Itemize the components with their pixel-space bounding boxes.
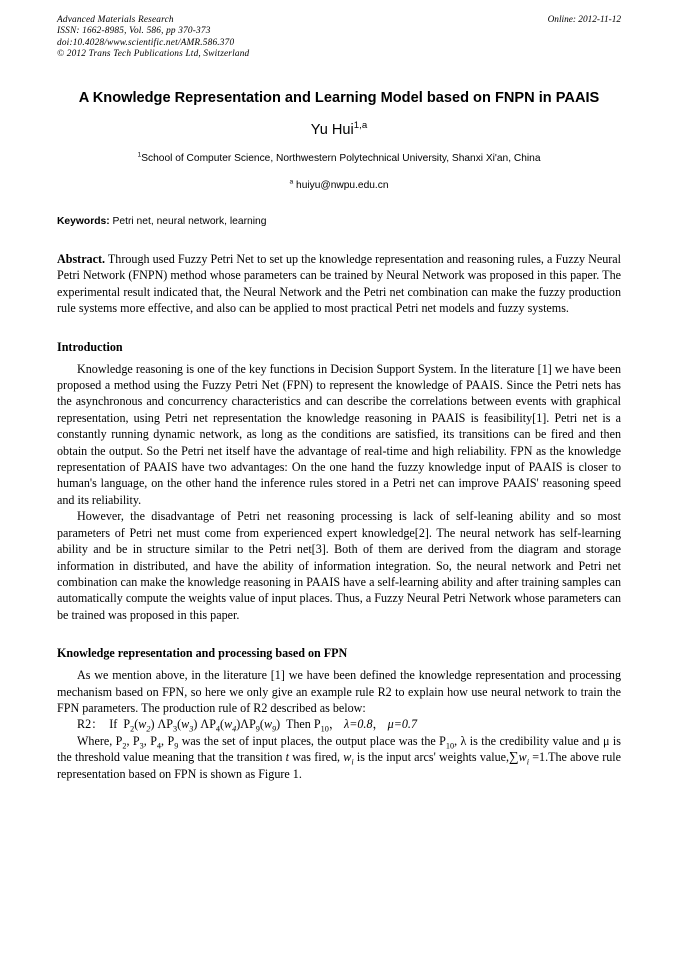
where-sep-3: , P bbox=[161, 733, 175, 748]
place-subscript: 4 bbox=[215, 724, 221, 734]
journal-name: Advanced Materials Research bbox=[57, 15, 174, 25]
author-email bbox=[57, 179, 621, 193]
rule-conjunction-2: Λ bbox=[200, 717, 210, 732]
transition-symbol: t bbox=[285, 750, 289, 765]
where-text-2: , λ is the credibility value and μ is the threshold value meaning that the transition bbox=[57, 733, 621, 765]
author-name bbox=[57, 121, 621, 139]
author-name-superscript: 1,a bbox=[353, 120, 368, 132]
fpn-paragraph-1: As we mention above, in the literature [1] we have been defined the knowledge representation and processing mechanism based on FPN, so here we only give an example rule R2 to explain how use neural network to train the FPN parameters. The production rule of R2 described as below: bbox=[57, 668, 621, 715]
place-symbol: P bbox=[166, 717, 174, 732]
production-rule-r2 bbox=[57, 716, 621, 732]
weight-symbol: w bbox=[343, 750, 352, 765]
author-affiliation bbox=[57, 152, 621, 166]
abstract-text: Through used Fuzzy Petri Net to set up the knowledge representation and reasoning rules, a Fuzzy Neural Petri Network (FNPN) method whose parameters can be trained by Neural Network was proposed in this paper. The experimental result indicated that, the Neural Network and the Petri net combination can make the fuzzy production rule systems more effective, and also can be applied to most practical Petri net models and fuzzy systems. bbox=[57, 252, 621, 316]
place-subscript: 10 bbox=[445, 741, 455, 751]
weight-subscript: i bbox=[351, 757, 354, 767]
rule-label: R2： bbox=[77, 717, 104, 732]
weight-symbol: w bbox=[224, 717, 233, 732]
weight-symbol: w bbox=[263, 717, 273, 732]
email-text: huiyu@nwpu.edu.cn bbox=[293, 180, 389, 191]
weight-subscript: i bbox=[526, 757, 530, 767]
email-superscript: a bbox=[289, 178, 294, 186]
where-sep-2: , P bbox=[143, 733, 157, 748]
title-line-1: A Knowledge Representation and Learning Model based on FNPN in bbox=[78, 90, 552, 106]
abstract-label: Abstract. bbox=[57, 252, 106, 266]
place-symbol: P bbox=[209, 717, 216, 732]
section-heading-introduction: Introduction bbox=[57, 339, 123, 354]
journal-issn: ISSN: 1662-8985, Vol. 586, pp 370-373 bbox=[57, 26, 211, 37]
rule-lambda-value: λ=0.8 bbox=[343, 717, 373, 732]
author-name-text: Yu Hui bbox=[310, 122, 354, 138]
rule-conjunction-3: Λ bbox=[240, 717, 250, 732]
journal-header bbox=[57, 0, 621, 67]
place-subscript: 2 bbox=[122, 741, 127, 751]
affiliation-superscript: 1 bbox=[137, 151, 142, 159]
rule-antecedent-3: $P_4(w_4)$ bbox=[209, 717, 241, 734]
where-clause-paragraph bbox=[57, 733, 621, 782]
title-line-2: PAAIS bbox=[555, 90, 600, 106]
weight-symbol: w bbox=[138, 717, 147, 732]
keywords-label: Keywords: bbox=[57, 216, 110, 227]
keywords-value: Petri net, neural network, learning bbox=[109, 216, 267, 227]
rule-consequent bbox=[313, 717, 329, 734]
where-text-4: is the input arcs' weights value, bbox=[353, 750, 510, 765]
place-symbol: P bbox=[123, 717, 131, 732]
place-symbol: P bbox=[313, 717, 321, 732]
weight-symbol: w bbox=[181, 717, 190, 732]
affiliation-text: School of Computer Science, Northwestern Polytechnical University, Shanxi Xi'an, China bbox=[141, 153, 541, 164]
rule-conjunction-1: Λ bbox=[157, 717, 167, 732]
weight-subscript: 9 bbox=[272, 724, 277, 734]
rule-if-keyword: If bbox=[109, 717, 118, 732]
weight-subscript: 2 bbox=[146, 724, 151, 734]
keywords-line bbox=[57, 215, 621, 229]
place-subscript: 2 bbox=[130, 724, 135, 734]
place-symbol: P bbox=[249, 717, 256, 732]
place-subscript: 3 bbox=[173, 724, 178, 734]
where-text-1: was the set of input places, the output place was the P bbox=[178, 733, 446, 748]
rule-comma-2: ， bbox=[372, 717, 385, 732]
introduction-paragraph-2: However, the disadvantage of Petri net reasoning processing is lack of self-leaning ability and so most parameters of Petri net must come from experienced expert knowledge[2]. The neural network has self-learning ability and be in structure similar to the Petri net[3]. Both of them are derived from the diagram and storage information in distributed, and have the ability of information integration. So, the neural network and Petri net combination can make the knowledge reasoning in PAAIS have a self-learning ability and after training samples can automatically compute the weights value of input places. Thus, a Fuzzy Neural Petri Network whose parameters can be trained was proposed in this paper. bbox=[57, 509, 621, 622]
where-intro: Where, P bbox=[77, 733, 123, 748]
journal-copyright: © 2012 Trans Tech Publications Ltd, Switzerland bbox=[57, 49, 250, 60]
paper-page bbox=[57, 0, 621, 959]
rule-then-keyword: Then bbox=[286, 717, 311, 732]
where-text-5: =1.The above rule representation based on FPN is shown as Figure 1. bbox=[57, 750, 622, 781]
place-subscript: 10 bbox=[320, 724, 329, 734]
weight-symbol: w bbox=[518, 750, 527, 765]
summation-symbol: ∑ bbox=[509, 749, 519, 765]
page-title bbox=[57, 88, 621, 108]
rule-antecedent-1: $P_2(w_2)$ bbox=[123, 717, 155, 734]
rule-antecedent-4: $P_9(w_9)$ bbox=[249, 717, 281, 734]
journal-header-left bbox=[57, 15, 621, 61]
rule-comma-1: ， bbox=[328, 717, 341, 732]
abstract-block bbox=[57, 251, 621, 317]
place-subscript: 4 bbox=[156, 741, 162, 751]
where-text-3: was fired, bbox=[289, 750, 344, 765]
place-subscript: 9 bbox=[255, 724, 260, 734]
weight-subscript: 3 bbox=[189, 724, 194, 734]
section-heading-fpn: Knowledge representation and processing based on FPN bbox=[57, 646, 348, 661]
journal-doi: doi:10.4028/www.scientific.net/AMR.586.370 bbox=[57, 37, 235, 48]
where-sep-1: , P bbox=[126, 733, 140, 748]
online-date: Online: 2012-11-12 bbox=[547, 15, 621, 25]
weight-subscript: 4 bbox=[232, 724, 237, 734]
place-subscript: 3 bbox=[139, 741, 144, 751]
rule-mu-value: μ=0.7 bbox=[387, 717, 418, 732]
introduction-paragraph-1: Knowledge reasoning is one of the key functions in Decision Support System. In the literature [1] we have been proposed a method using the Fuzzy Petri Net (FPN) to represent the knowledge of PAAIS. Since the Petri nets has the asynchronous and concurrency characteristics and can describe the correlations between events with graphical representation, using Petri net representation the knowledge reasoning in PAAIS is feasibility[1]. Petri net is a constantly running dynamic network, as long as the conditions are satisfied, its transitions can be fired and then obtain the output. So the Petri net itself have the advantage of real-time and high reliability. FPN as the knowledge representation of PAAIS have two advantages: On the one hand the fuzzy knowledge input of PAAIS is closer to human's language, on the other hand the inference rules stored in a Petri net can improve PAAIS' reasoning speed and its reliability. bbox=[57, 361, 621, 507]
place-subscript: 9 bbox=[174, 741, 179, 751]
rule-antecedent-2: $P_3(w_3)$ bbox=[166, 717, 198, 734]
